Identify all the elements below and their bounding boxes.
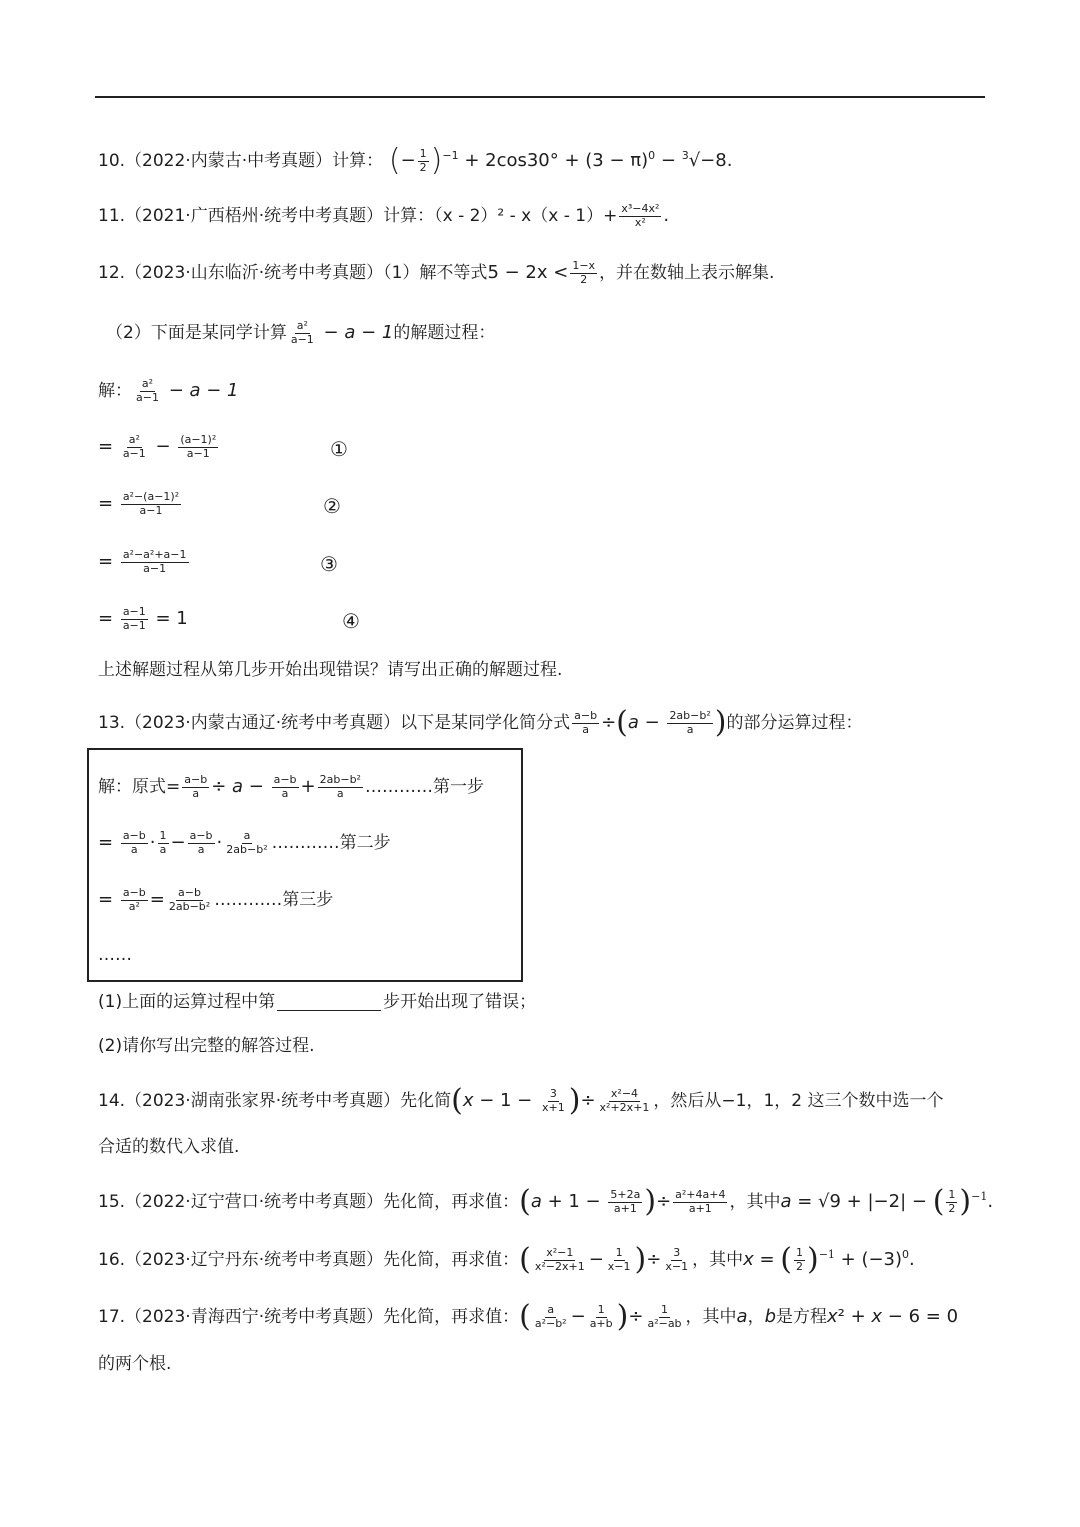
step-marker-3: ③: [320, 552, 338, 576]
question-10-expression: (− $\frac{1}{2}$ )$^{-1} + 2\cos 30^\circ + (3 - \pi)^0 - ^3√-8$: [388, 143, 727, 178]
question-13-sub-2: (2)请你写出完整的解答过程.: [98, 1036, 315, 1056]
question-12-label: 12.（2023·山东临沂·统考中考真题）（1）解不等式: [98, 263, 488, 284]
solution-step-3: = $\frac{\text{a²−a²+a−1}}{a-1}$: [98, 548, 187, 575]
question-14: 14.（2023·湖南张家界·统考中考真题）先化简(x − 1 − $\frac{3}{x+1}$ )÷ $\frac{\text{x²−4}}{\text{x²+2x+1}}$ ，然后从−1，1，2 这三个数中选一个: [98, 1083, 944, 1118]
answer-blank[interactable]: [277, 1010, 381, 1011]
question-12-part-2: （2）下面是某同学计算 $\frac{\text{a²}}{a-1}$ − a − 1的解题过程：: [106, 319, 496, 346]
step-marker-1: ①: [330, 437, 348, 461]
header-rule: [95, 96, 985, 98]
question-12: 12.（2023·山东临沂·统考中考真题）（1）解不等式5 − 2x < $\frac{1-x}{2}$ ，并在数轴上表示解集.: [98, 259, 775, 286]
solution-start: 解： $\frac{\text{a²}}{a-1}$ − a − 1: [98, 377, 239, 404]
solution-question: 上述解题过程从第几步开始出现错误？请写出正确的解题过程.: [98, 660, 563, 680]
question-11: 11.（2021·广西梧州·统考中考真题）计算：（x - 2）² - x（x - 1）+ $\frac{\text{x³−4x²}}{\text{x²}}$ .: [98, 202, 670, 229]
question-17-label: 17.（2023·青海西宁·统考中考真题）先化简，再求值：: [98, 1307, 520, 1327]
question-15: 15.（2022·辽宁营口·统考中考真题）先化简，再求值：(a + 1 − $\frac{5+2a}{a+1}$ )÷ $\frac{\text{a²+4a+4}}{a+1}$ ，其中a = √9 + |−2| − ( $\frac{1}{2}$ )$^{-1}$.: [98, 1184, 994, 1219]
question-15-label: 15.（2022·辽宁营口·统考中考真题）先化简，再求值：: [98, 1192, 520, 1212]
question-11-expression: （x - 2）² - x（x - 1）+: [434, 206, 618, 227]
question-10-label: 10.（2022·内蒙古·中考真题）计算：: [98, 151, 384, 171]
question-11-fraction: $\frac{\text{x³−4x²}}{\text{x²}}$: [621, 202, 660, 229]
question-13-label: 13.（2023·内蒙古通辽·统考中考真题）以下是某同学化简分式: [98, 713, 571, 733]
box-line-1: 解：原式= $\frac{a-b}{a}$ ÷ a − $\frac{a-b}{a}$ + $\frac{\text{2ab−b²}}{a}$ …………第一步: [98, 773, 484, 800]
question-14-label: 14.（2023·湖南张家界·统考中考真题）先化简: [98, 1091, 452, 1111]
question-16-label: 16.（2023·辽宁丹东·统考中考真题）先化简，再求值：: [98, 1250, 520, 1270]
question-12-inequality: 5 − 2x <: [487, 262, 569, 284]
solution-step-1: = $\frac{\text{a²}}{a-1}$ − $\frac{\text{(a−1)²}}{a-1}$: [98, 433, 217, 460]
question-16: 16.（2023·辽宁丹东·统考中考真题）先化简，再求值：( $\frac{\text{x²−1}}{\text{x²−2x+1}}$ − $\frac{1}{x-1}$ )÷ $\frac{3}{x-1}$ ，其中x = ( $\frac{1}{2}$ )$^{-1} + (-3)^0$.: [98, 1242, 915, 1277]
solution-step-2: = $\frac{\text{a²−(a−1)²}}{a-1}$: [98, 490, 180, 517]
question-17: 17.（2023·青海西宁·统考中考真题）先化简，再求值：( $\frac{a}{\text{a²−b²}}$ − $\frac{1}{a+b}$ )÷ $\frac{1}{\text{a²−ab}}$ ，其中a，b是方程x² + x − 6 = 0: [98, 1299, 959, 1334]
question-17-line-2: 的两个根.: [98, 1354, 172, 1374]
step-marker-2: ②: [323, 494, 341, 518]
question-13: 13.（2023·内蒙古通辽·统考中考真题）以下是某同学化简分式 $\frac{a-b}{a}$ ÷(a − $\frac{\text{2ab−b²}}{a}$ )的部分运算过程：: [98, 705, 863, 740]
box-ellipsis: ……: [98, 945, 132, 965]
box-line-2: = $\frac{a-b}{a}$ · $\frac{1}{a}$ − $\frac{a-b}{a}$ · $\frac{a}{\text{2ab−b²}}$ …………第二步: [98, 829, 391, 856]
step-marker-4: ④: [342, 609, 360, 633]
question-14-line-2: 合适的数代入求值.: [98, 1137, 240, 1157]
question-11-label: 11.（2021·广西梧州·统考中考真题）计算：: [98, 206, 435, 227]
solution-step-4: = $\frac{a-1}{a-1}$ = 1: [98, 605, 188, 632]
question-13-sub-1: (1)上面的运算过程中第 步开始出现了错误；: [98, 992, 537, 1012]
box-line-3: = $\frac{a-b}{\text{a²}}$ = $\frac{a-b}{\text{2ab−b²}}$ …………第三步: [98, 886, 334, 913]
question-10: 10.（2022·内蒙古·中考真题）计算： (− $\frac{1}{2}$ )$^{-1} + 2\cos 30^\circ + (3 - \pi)^0 - ^3√-8$.: [98, 143, 733, 178]
